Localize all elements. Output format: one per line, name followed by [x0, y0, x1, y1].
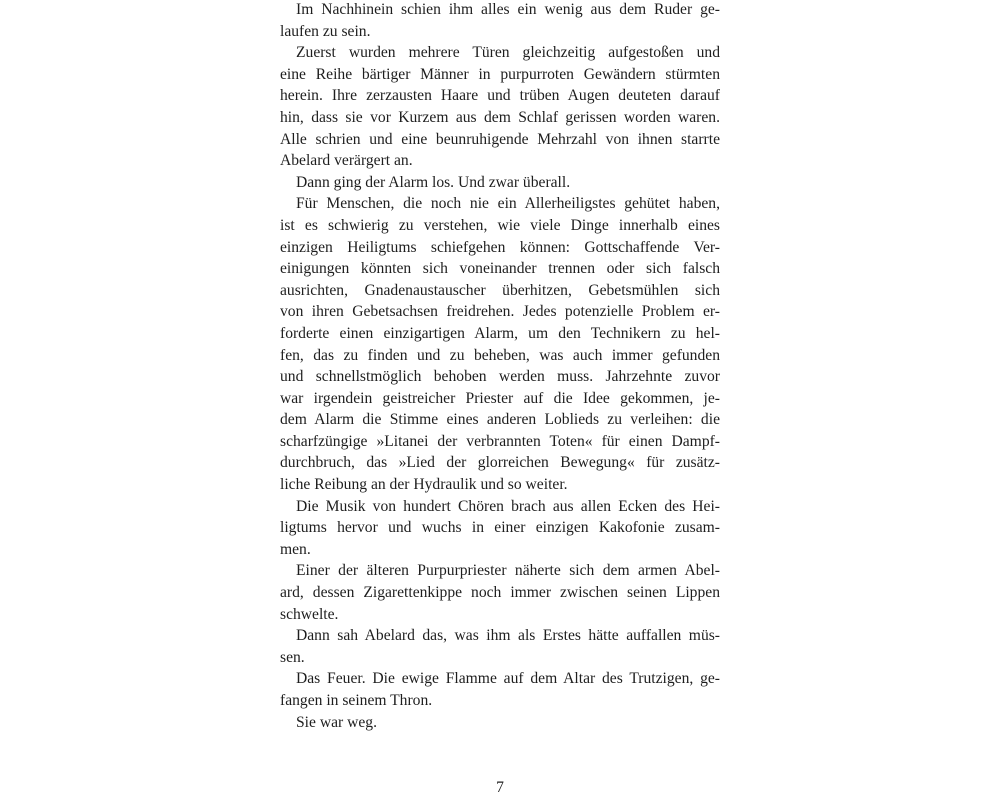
text-line: einigungen könnten sich voneinander trennen oder sich falsch: [280, 260, 720, 278]
text-line: Das Feuer. Die ewige Flamme auf dem Altar des Trutzigen, ge-: [296, 670, 720, 688]
text-line: Im Nachhinein schien ihm alles ein wenig aus dem Ruder ge-: [296, 1, 720, 18]
page-number: 7: [496, 779, 504, 796]
text-line: ligtums hervor und wuchs in einer einzigen Kakofonie zusam-: [280, 519, 720, 537]
text-line: sen.: [280, 648, 305, 666]
text-line: liche Reibung an der Hydraulik und so weiter.: [280, 476, 568, 494]
text-line: fangen in seinem Thron.: [280, 692, 433, 709]
text-line: durchbruch, das »Lied der glorreichen Bewegung« für zusätz-: [280, 454, 720, 472]
text-line: Dann sah Abelard das, was ihm als Erstes hätte auffallen müs-: [296, 627, 720, 645]
text-line: war irgendein geistreicher Priester auf die Idee gekommen, je-: [280, 389, 720, 407]
text-line: hin, dass sie vor Kurzem aus dem Schlaf gerissen worden waren.: [280, 108, 720, 126]
text-line: laufen zu sein.: [280, 22, 371, 40]
text-line: schwelte.: [280, 605, 339, 623]
text-line: ausrichten, Gnadenaustauscher überhitzen, Gebetsmühlen sich: [280, 281, 720, 299]
text-line: Die Musik von hundert Chören brach aus allen Ecken des Hei-: [296, 497, 720, 515]
text-line: fen, das zu finden und zu beheben, was auch immer gefunden: [280, 346, 720, 364]
text-line: Abelard verärgert an.: [280, 152, 413, 170]
text-line: forderte einen einzigartigen Alarm, um den Technikern zu hel-: [280, 324, 720, 342]
text-line: Zuerst wurden mehrere Türen gleichzeitig aufgestoßen und: [296, 44, 720, 62]
text-line: von ihren Gebetsachsen freidrehen. Jedes potenzielle Problem er-: [280, 303, 720, 321]
text-line: Alle schrien und eine beunruhigende Mehrzahl von ihnen starrte: [280, 130, 720, 148]
text-line: einzigen Heiligtums schiefgehen können: Gottschaffende Ver-: [280, 238, 720, 256]
text-line: und schnellstmöglich behoben werden muss. Jahrzehnte zuvor: [280, 368, 720, 386]
text-line: Sie war weg.: [296, 713, 377, 731]
text-line: Einer der älteren Purpurpriester näherte sich dem armen Abel-: [296, 562, 720, 580]
text-line: eine Reihe bärtiger Männer in purpurroten Gewändern stürmten: [280, 65, 720, 83]
text-line: herein. Ihre zerzausten Haare und trüben Augen deuteten darauf: [280, 87, 720, 105]
text-line: Für Menschen, die noch nie ein Allerheiligstes gehütet haben,: [296, 195, 720, 213]
text-line: dem Alarm die Stimme eines anderen Loblieds zu verleihen: die: [280, 411, 720, 429]
text-line: ist es schwierig zu verstehen, wie viele Dinge innerhalb eines: [280, 216, 720, 234]
body-text: [280, 0, 720, 733]
text-line: men.: [280, 540, 311, 558]
text-line: Dann ging der Alarm los. Und zwar überall.: [296, 173, 571, 191]
text-line: scharfzüngige »Litanei der verbrannten Toten« für einen Dampf-: [280, 432, 720, 450]
text-line: ard, dessen Zigarettenkippe noch immer zwischen seinen Lippen: [280, 584, 720, 602]
